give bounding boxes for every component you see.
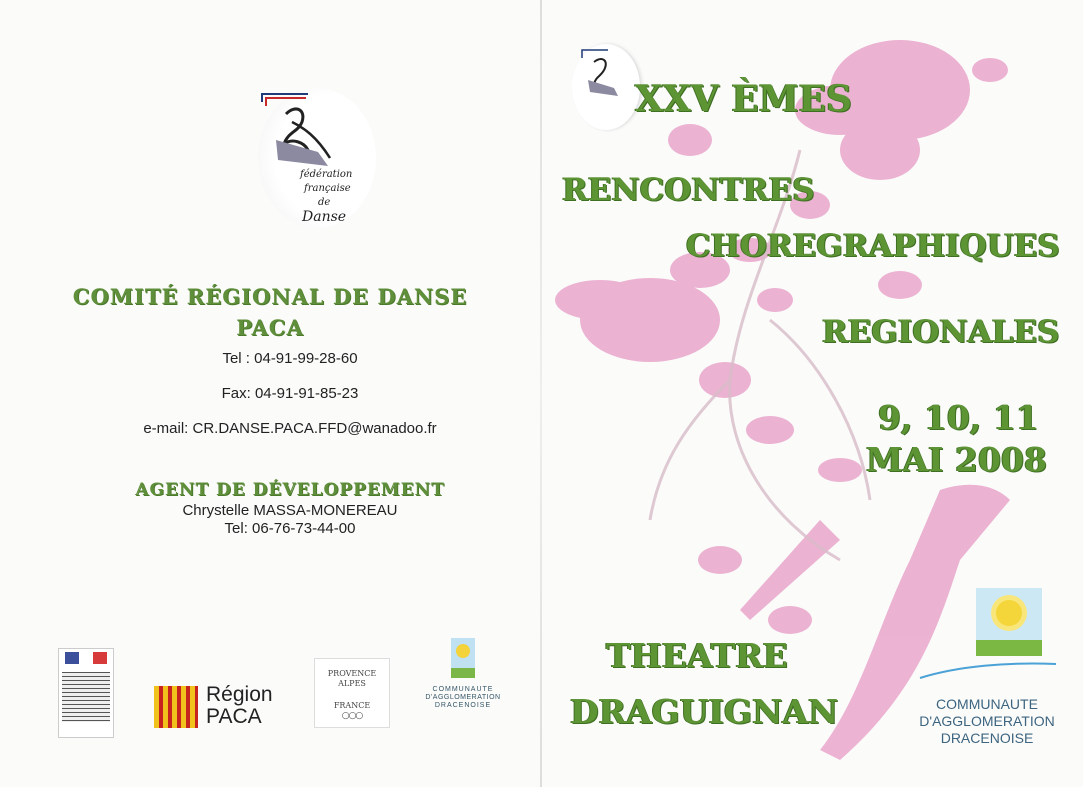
provence-label: PROVENCE [327, 669, 377, 678]
cad-swoosh-icon [918, 660, 1058, 680]
cad-small-1: COMMUNAUTE [432, 686, 494, 693]
ffd-line-4: Danse [302, 209, 347, 225]
rencontres-title: RENCONTRES [562, 172, 815, 208]
cad-text [902, 696, 1072, 747]
region-label: Région [206, 683, 273, 706]
org-region: PACA [236, 315, 304, 340]
ffd-line-2: française [304, 183, 351, 194]
cad-small-3: DRACENOISE [434, 702, 492, 709]
france-label: FRANCE [333, 701, 371, 710]
region-paca-logo [206, 684, 273, 728]
prefecture-logo [58, 648, 114, 738]
right-panel [540, 0, 1083, 787]
ffd-line-1: fédération [300, 169, 353, 180]
tel-line: Tel : 04-91-99-28-60 [222, 350, 358, 367]
edition-title: XXV ÈMES [635, 78, 853, 120]
region-paca-flag-icon [154, 686, 198, 728]
cad-line-2: D'AGGLOMERATION [919, 713, 1055, 729]
cad-line-3: DRACENOISE [940, 730, 1034, 746]
left-panel [0, 0, 540, 787]
cad-sun-icon [976, 588, 1042, 640]
sun-icon [451, 638, 475, 668]
cad-small-logo [418, 638, 508, 728]
ffd-line-3: de [318, 197, 331, 208]
fax-line: Fax: 04-91-91-85-23 [221, 385, 359, 402]
paca-label: PACA [206, 705, 262, 728]
venue-city: DRAGUIGNAN [570, 692, 839, 731]
choregraphiques-title: CHOREGRAPHIQUES [686, 228, 1060, 264]
alpes-label: ALPES [338, 679, 366, 688]
dates-days: 9, 10, 11 [878, 398, 1039, 437]
dates-month: MAI 2008 [866, 440, 1047, 479]
org-title: COMITÉ RÉGIONAL DE DANSE [72, 284, 468, 309]
agent-title: AGENT DE DÉVELOPPEMENT [135, 480, 445, 500]
olympic-rings-icon: ○○○ [341, 711, 363, 721]
ffd-small-logo [572, 44, 640, 130]
agent-name: Chrystelle MASSA-MONEREAU [182, 502, 398, 519]
ffd-logo-text [300, 168, 352, 224]
cad-logo [976, 588, 1042, 660]
venue-theatre: THEATRE [606, 636, 788, 675]
cad-line-1: COMMUNAUTE [936, 696, 1038, 712]
cad-small-2: D'AGGLOMERATION [425, 694, 501, 701]
ffd-small-logo-icon [578, 48, 638, 108]
email-line: e-mail: CR.DANSE.PACA.FFD@wanadoo.fr [143, 420, 437, 437]
provence-alpes-logo [314, 658, 390, 728]
agent-tel: Tel: 06-76-73-44-00 [224, 520, 356, 537]
regionales-title: REGIONALES [822, 314, 1060, 350]
